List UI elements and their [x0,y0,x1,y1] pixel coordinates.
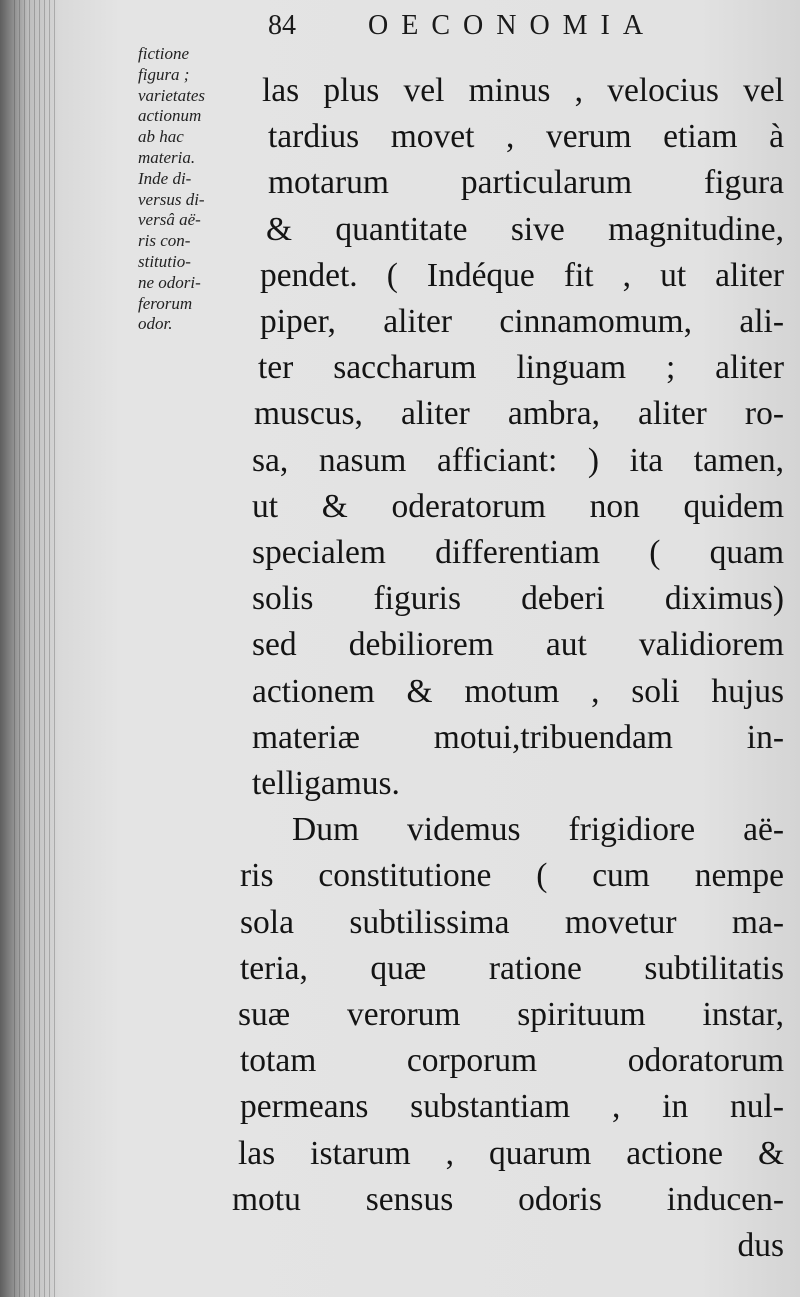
margin-note-line: stitutio- [138,251,191,271]
margin-note-line: versâ aë- [138,210,201,230]
margin-note-line: ris con- [138,231,191,251]
margin-note-line: versus di- [138,189,205,209]
page-header [268,10,788,50]
text-line: actionem & motum , soli hujus [252,672,784,710]
text-line: specialem differentiam ( quam [252,534,784,572]
body-text [232,68,784,1269]
page-edge-gutter [14,0,58,1297]
text-line: suæ verorum spirituum instar, [238,996,784,1034]
margin-note-line: varietates [138,85,206,105]
text-line: sa, nasum afficiant: ) ita tamen, [252,441,784,479]
page-number: 84 [268,10,296,41]
text-line: dus [737,1227,784,1265]
margin-note-line: ferorum [138,293,193,313]
text-line: totam corporum odoratorum [240,1042,784,1080]
text-line: las plus vel minus , velocius vel [262,72,784,109]
running-head: OECONOMIA [368,10,657,41]
text-line: sed debiliorem aut validiorem [252,626,784,664]
margin-note-line: Inde di- [138,168,192,188]
text-line: ut & oderatorum non quidem [252,487,784,525]
margin-note-line: ne odori- [138,272,201,292]
margin-note-line: ab hac [138,127,184,147]
text-line: muscus, aliter ambra, aliter ro- [254,395,784,433]
text-line: ter saccharum linguam ; aliter [258,349,784,387]
text-line: Dum videmus frigidiore aë- [292,811,784,849]
text-line: telligamus. [252,765,400,803]
text-line: permeans substantiam , in nul- [240,1088,784,1126]
text-line: piper, aliter cinnamomum, ali- [260,303,784,341]
text-line: pendet. ( Indéque fit , ut aliter [260,256,784,294]
text-line: motarum particularum figura [268,164,784,202]
text-line: tardius movet , verum etiam à [268,118,784,156]
text-line: teria, quæ ratione subtilitatis [240,949,784,987]
text-line: ris constitutione ( cum nempe [240,857,784,895]
text-line: solis figuris deberi diximus) [252,580,784,618]
text-line: motu sensus odoris inducen- [232,1180,784,1218]
text-line: materiæ motui,tribuendam in- [252,718,784,756]
text-line: & quantitate sive magnitudine, [266,210,784,248]
margin-note-line: fictione [138,44,189,63]
text-line: sola subtilissima movetur ma- [240,903,784,941]
margin-note-line: odor. [138,314,173,334]
margin-note-line: figura ; [138,64,190,84]
margin-note-line: actionum [138,106,202,126]
margin-note-line: materia. [138,147,196,167]
text-line: las istarum , quarum actione & [238,1134,784,1172]
